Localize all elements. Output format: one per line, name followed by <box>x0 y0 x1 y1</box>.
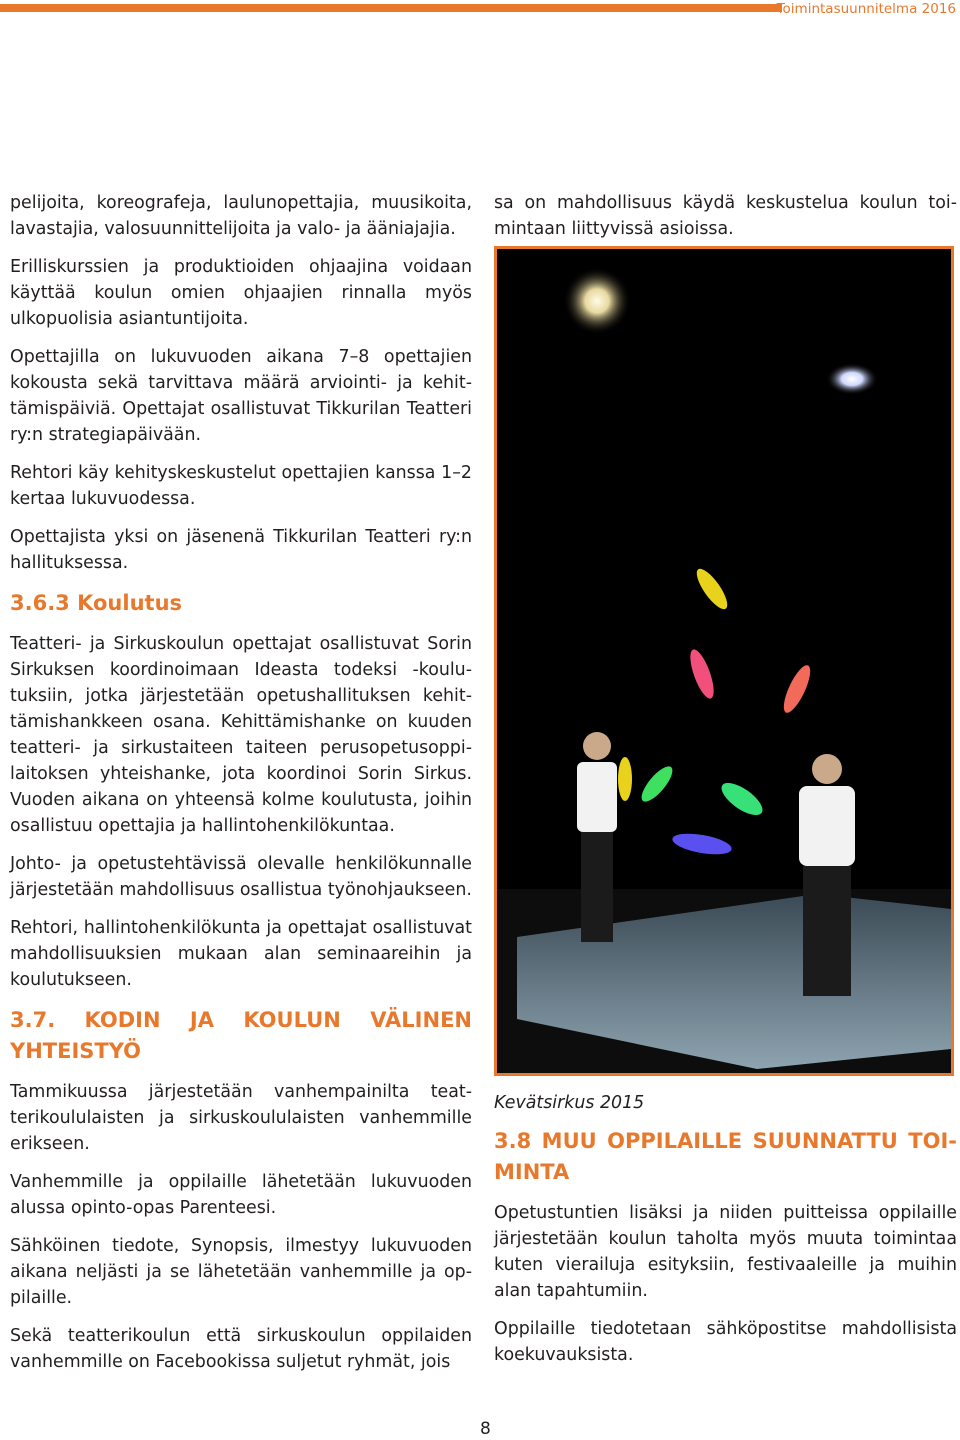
left-column <box>10 190 472 1387</box>
paragraph-external-experts: Erilliskurssien ja produktioiden ohjaajina voidaan käyttää koulun omien ohjaajien rinnalla myös ulkopuolisia asiantuntijoita. <box>10 257 472 329</box>
paragraph-other-activities: Opetustuntien lisäksi ja niiden puitteissa oppilaille järjestetään koulun taholta myös muuta toimintaa kuten vierailuja esityksiin, festivaaleille ja muihin alan tapahtumiin. <box>494 1203 957 1301</box>
paragraph-meetings: Opettajilla on lukuvuoden aikana 7–8 opettajien kokousta sekä tarvittava määrä arviointi- ja kehittämispäiviä. Opettajat osallistuvat Tikkurilan Teatteri ry:n strategiapäivään. <box>10 347 472 445</box>
photo-caption: Kevätsirkus 2015 <box>494 1093 645 1113</box>
paragraph-board-member: Opettajista yksi on jäsenenä Tikkurilan Teatteri ry:n hallituksessa. <box>10 527 472 573</box>
paragraph-parents-evening: Tammikuussa järjestetään vanhempainilta teatterikoululaisten ja sirkuskoululaisten vanhemmille erikseen. <box>10 1082 472 1154</box>
header-bar <box>0 4 782 12</box>
paragraph-screen-tests: Oppilaille tiedotetaan sähköpostitse mahdollisista koekuvauksista. <box>494 1319 957 1365</box>
paragraph-newsletter: Sähköinen tiedote, Synopsis, ilmestyy lukuvuoden aikana neljästi ja se lähetetään vanhemmille ja oppilaille. <box>10 1236 472 1308</box>
header-title: Toimintasuunnitelma 2016 <box>776 1 956 17</box>
paragraph-facebook-groups-continued: sa on mahdollisuus käydä keskustelua koulun toimintaan liittyvissä asioissa. <box>494 193 957 239</box>
page-number: 8 <box>480 1419 491 1439</box>
paragraph-development-talks: Rehtori käy kehityskeskustelut opettajien kanssa 1–2 kertaa lukuvuodessa. <box>10 463 472 509</box>
right-column <box>494 190 957 1380</box>
heading-kodin-ja-koulun: 3.7. KODIN JA KOULUN VÄLINEN YHTEISTYÖ <box>10 1008 472 1063</box>
heading-muu-toiminta: 3.8 MUU OPPILAILLE SUUNNATTU TOIMINTA <box>494 1129 957 1184</box>
paragraph-facebook-groups: Sekä teatterikoulun että sirkuskoulun oppilaiden vanhemmille on Facebookissa suljetut ryhmät, jois <box>10 1326 472 1372</box>
paragraph-supervision: Johto- ja opetustehtävissä olevalle henkilökunnalle järjestetään mahdollisuus osallistua työnohjaukseen. <box>10 854 472 900</box>
heading-koulutus: 3.6.3 Koulutus <box>10 591 183 615</box>
juggling-photo <box>494 246 954 1076</box>
juggling-photo-illustration <box>497 249 951 1073</box>
paragraph-roles: pelijoita, koreografeja, laulunopettajia, muusikoita, lavastajia, valosuunnittelijoita ja valo- ja ääniajajia. <box>10 193 472 239</box>
paragraph-seminars: Rehtori, hallintohenkilökunta ja opettajat osallistuvat mahdollisuuksien mukaan alan seminaareihin ja koulutukseen. <box>10 918 472 990</box>
paragraph-study-guide: Vanhemmille ja oppilaille lähetetään lukuvuoden alussa opinto-opas Parenteesi. <box>10 1172 472 1218</box>
paragraph-training-project: Teatteri- ja Sirkuskoulun opettajat osallistuvat Sorin Sirkuksen koordinoimaan Ideasta todeksi -koulutuksiin, jotka järjestetään opetushallituksen kehittämishankkeen osana. Kehittämishanke on kuuden teatteri- ja sirkustaiteen taiteen perusopetusoppilaitoksen yhteishanke, jota koordinoi Sorin Sirkus. Vuoden aikana on yhteensä kolme koulutusta, joihin osallistuu opettajia ja hallintohenkilökuntaa. <box>10 634 472 836</box>
